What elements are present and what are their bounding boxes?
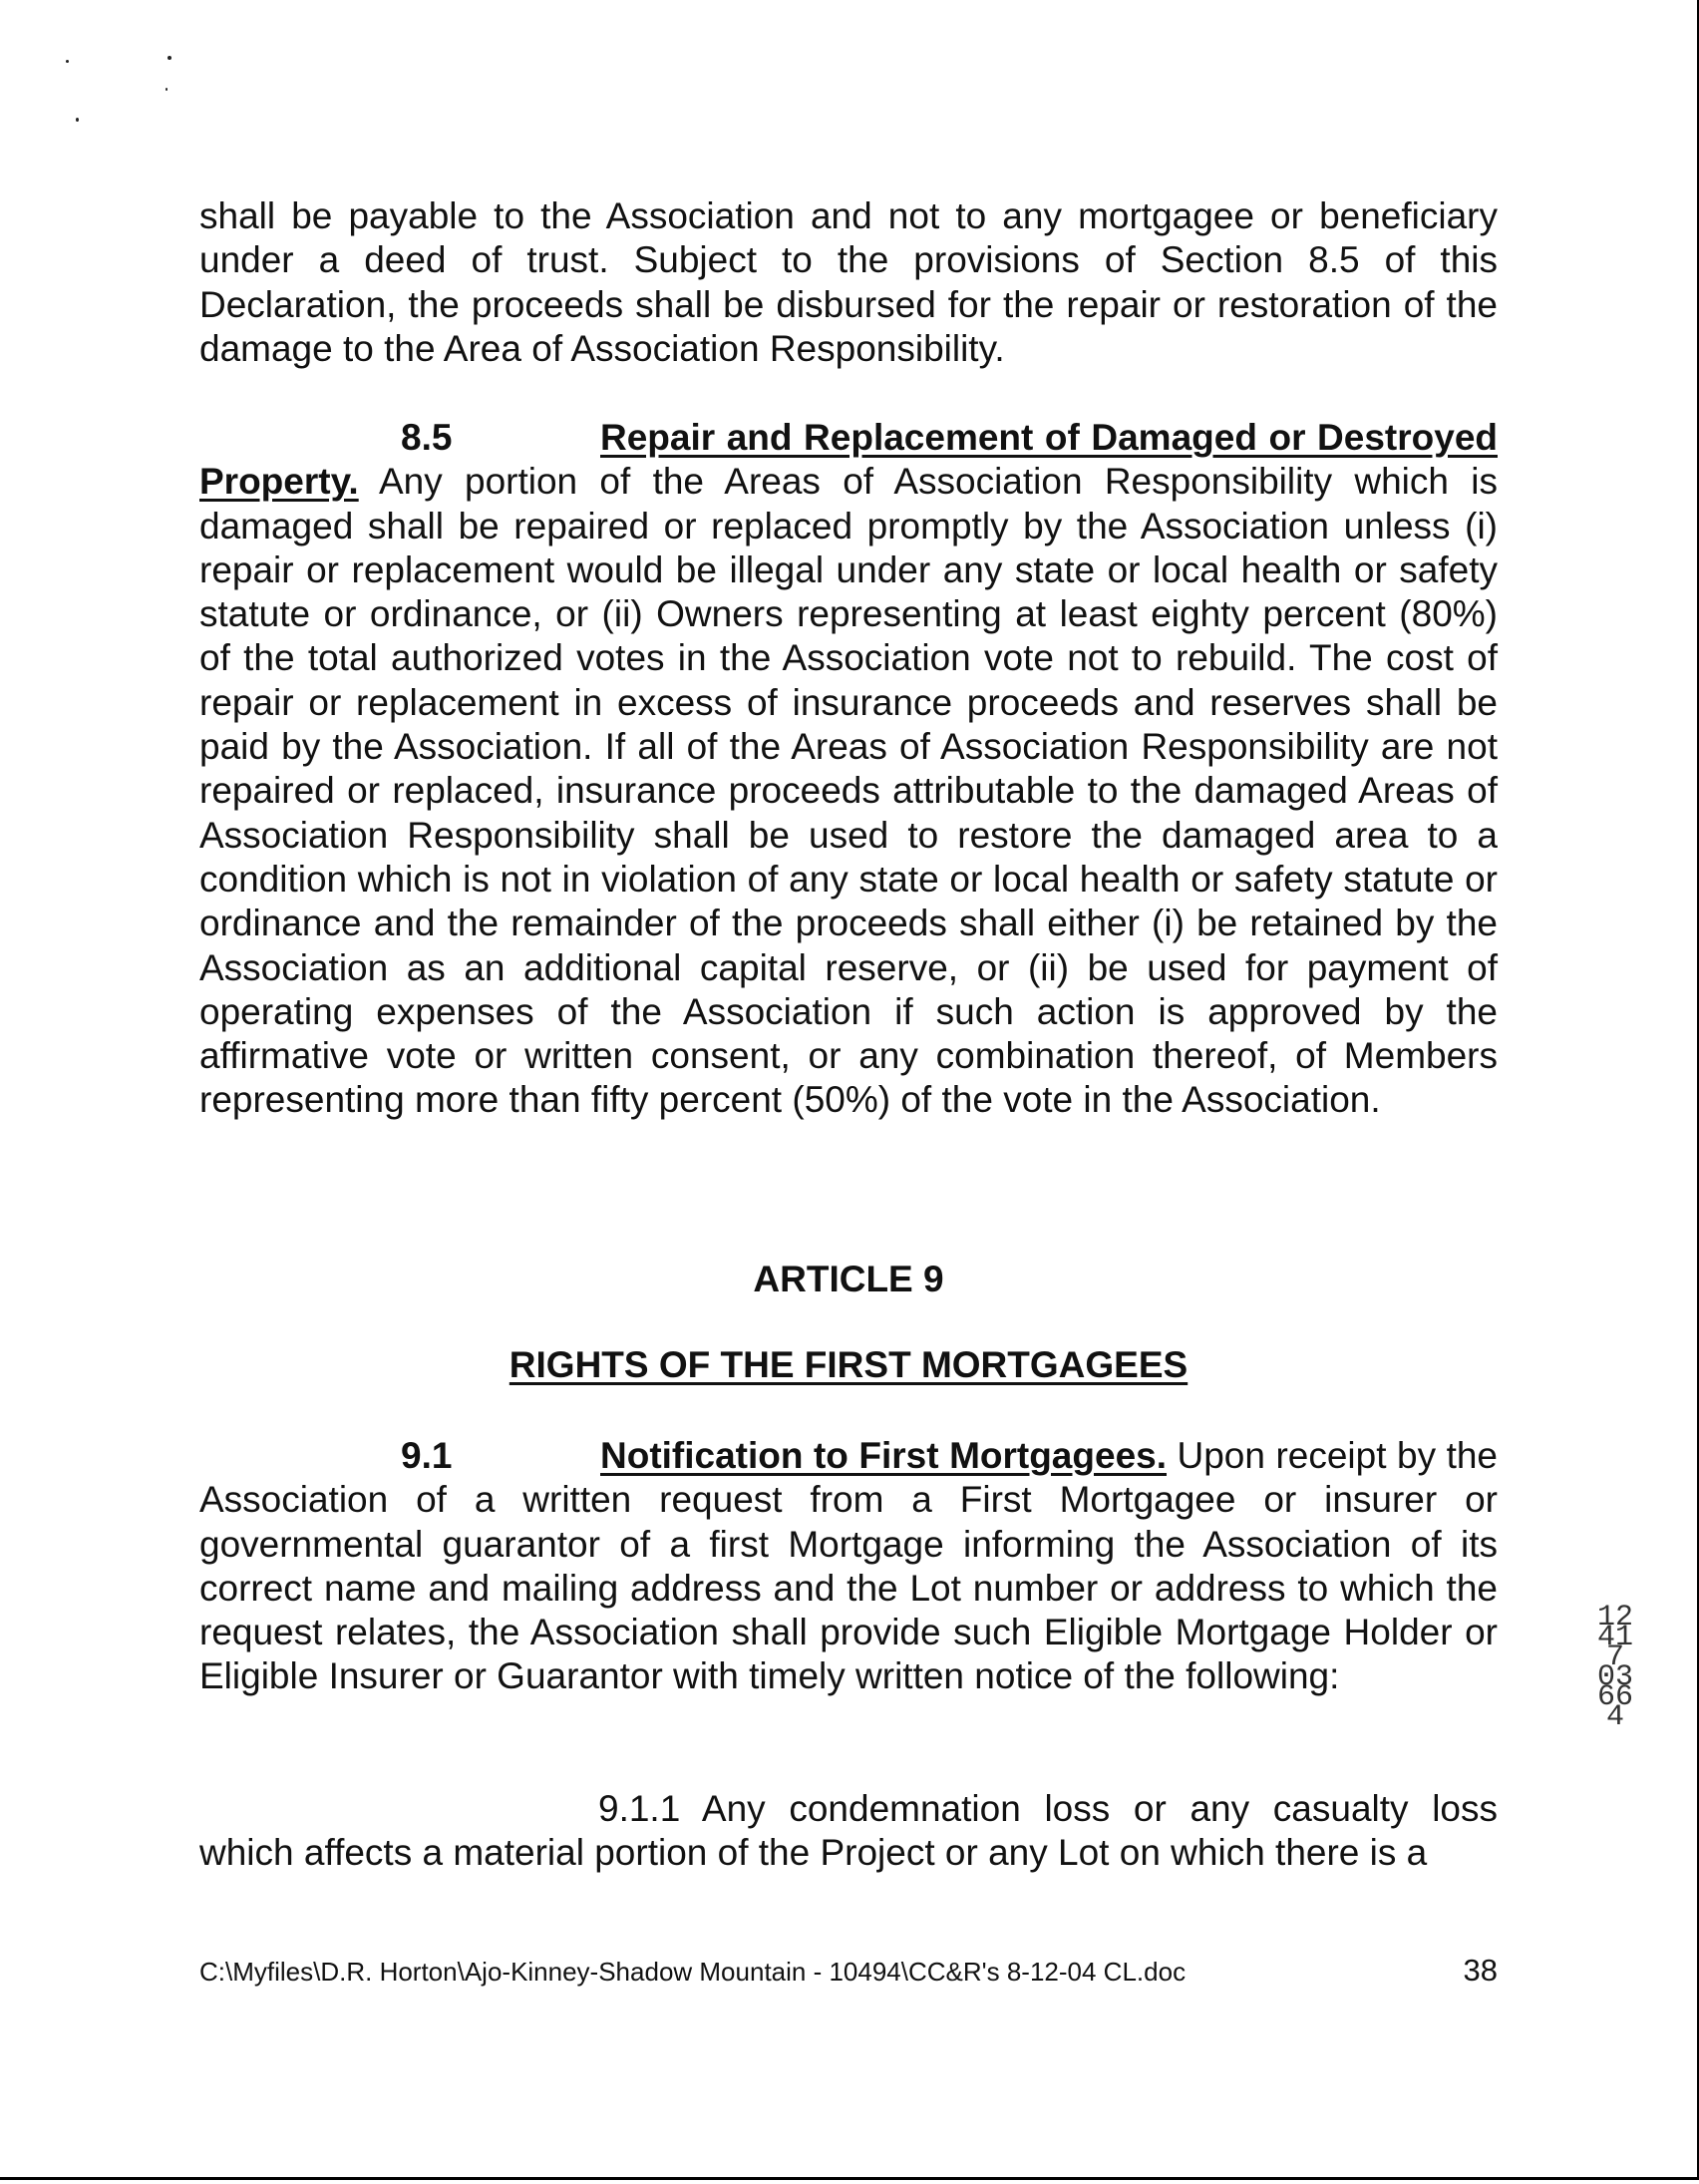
section-9-1 [199, 1434, 1498, 1699]
page-number: 38 [1463, 1953, 1498, 1988]
scan-speck [66, 60, 69, 63]
section-8-5-body: Any portion of the Areas of Association Responsibility which is damaged shall be repaired or replaced promptly by the Association unless (i) repair or replacement would be illegal under any state or local health or safety statute or ordinance, or (ii) Owners representing at least eighty percent (80%) of the total authorized votes in the Association vote not to rebuild. The cost of repair or replacement in excess of insurance proceeds and reserves shall be paid by the Association. If all of the Areas of Association Responsibility are not repaired or replaced, insurance proceeds attributable to the damaged Areas of Association Responsibility shall be used to restore the damaged area to a condition which is not in violation of any state or local health or safety statute or ordinance and the remainder of the proceeds shall either (i) be retained by the Association as an additional capital reserve, or (ii) be used for payment of operating expenses of the Association if such action is approved by the affirmative vote or written consent, or any combination thereof, of Members representing more than fifty percent (50%) of the vote in the Association. [199, 461, 1498, 1121]
article-title-text: RIGHTS OF THE FIRST MORTGAGEES [509, 1344, 1189, 1385]
section-8-5-title: Repair and Replacement of Damaged or Destroyed Property. [199, 417, 1498, 503]
scan-speck [76, 118, 79, 122]
recording-stamp: 12417 03664 [1596, 1601, 1633, 1734]
article-heading: ARTICLE 9 [753, 1259, 944, 1299]
section-8-5 [199, 416, 1498, 1123]
intro-paragraph [199, 194, 1498, 371]
intro-paragraph-text: shall be payable to the Association and not to any mortgagee or beneficiary under a deed of trust. Subject to the provisions of Section 8.5 of this Declaration, the proceeds shall be disbursed for the repair or restoration of the damage to the Area of Association Responsibility. [199, 195, 1498, 369]
section-8-5-number: 8.5 [401, 417, 453, 458]
scan-speck [166, 88, 168, 91]
article-title [199, 1344, 1498, 1386]
footer-file-path: C:\Myfiles\D.R. Horton\Ajo-Kinney-Shadow Mountain - 10494\CC&R's 8-12-04 CL.doc [199, 1957, 1187, 1987]
section-9-1-body: Upon receipt by the Association of a written request from a First Mortgagee or insurer or governmental guarantor of a first Mortgage informing the Association of its correct name and mailing address and the Lot number or address to which the request relates, the Association shall provide such Eligible Mortgage Holder or Eligible Insurer or Guarantor with timely written notice of the following: [199, 1435, 1499, 1697]
subsection-9-1-1 [199, 1787, 1498, 1876]
section-9-1-title: Notification to First Mortgagees. [600, 1435, 1168, 1476]
subsection-9-1-1-text: 9.1.1 Any condemnation loss or any casualty loss which affects a material portion of the Project or any Lot on which there is a [199, 1788, 1498, 1874]
scan-speck [168, 56, 171, 60]
section-9-1-number: 9.1 [401, 1435, 453, 1476]
